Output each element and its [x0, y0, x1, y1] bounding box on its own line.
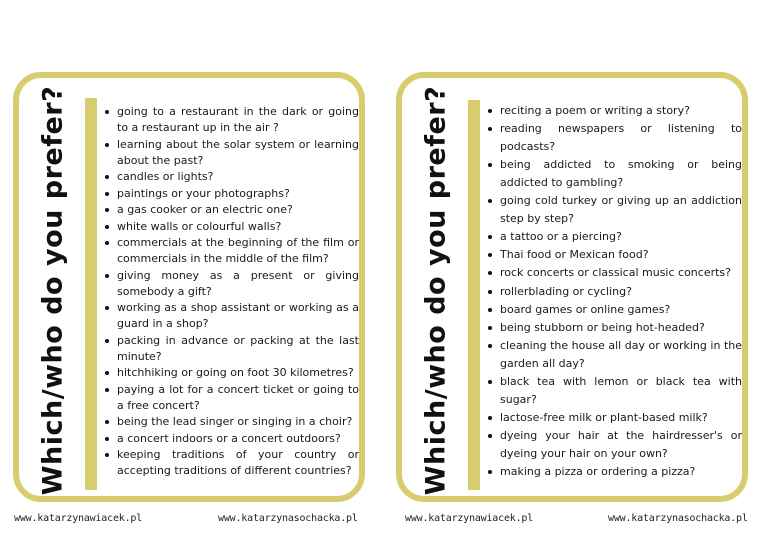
- footer-website: www.katarzynasochacka.pl: [218, 513, 358, 524]
- accent-bar: [468, 100, 480, 490]
- question-list: [486, 102, 742, 481]
- list-item: going cold turkey or giving up an addiction step by step?: [486, 192, 742, 227]
- list-item: going to a restaurant in the dark or going to a restaurant up in the air ?: [103, 104, 359, 136]
- footer-website: www.katarzynawiacek.pl: [405, 513, 534, 524]
- list-item: giving money as a present or giving somebody a gift?: [103, 268, 359, 300]
- card-title-container: [410, 85, 462, 496]
- question-list: [103, 104, 359, 480]
- list-item: reading newspapers or listening to podcasts?: [486, 120, 742, 155]
- card-title: Which/who do you prefer?: [37, 85, 69, 496]
- list-item: being stubborn or being hot-headed?: [486, 319, 742, 337]
- list-item: working as a shop assistant or working as a guard in a shop?: [103, 300, 359, 332]
- accent-bar: [85, 98, 97, 490]
- question-card-right: [396, 72, 748, 502]
- list-item: learning about the solar system or learning about the past?: [103, 137, 359, 169]
- list-item: paying a lot for a concert ticket or going to a free concert?: [103, 382, 359, 414]
- list-item: making a pizza or ordering a pizza?: [486, 463, 742, 481]
- footer-website: www.katarzynawiacek.pl: [14, 513, 143, 524]
- question-card-left: [13, 72, 365, 502]
- list-item: paintings or your photographs?: [103, 186, 359, 202]
- list-item: white walls or colourful walls?: [103, 219, 359, 235]
- list-item: rollerblading or cycling?: [486, 283, 742, 301]
- list-item: dyeing your hair at the hairdresser's or dyeing your hair on your own?: [486, 427, 742, 462]
- list-item: reciting a poem or writing a story?: [486, 102, 742, 120]
- list-item: commercials at the beginning of the film or commercials in the middle of the film?: [103, 235, 359, 267]
- card-title-container: [27, 85, 79, 496]
- list-item: board games or online games?: [486, 301, 742, 319]
- list-item: being the lead singer or singing in a choir?: [103, 414, 359, 430]
- list-item: lactose-free milk or plant-based milk?: [486, 409, 742, 427]
- list-item: cleaning the house all day or working in the garden all day?: [486, 337, 742, 372]
- list-item: candles or lights?: [103, 169, 359, 185]
- list-item: packing in advance or packing at the last minute?: [103, 333, 359, 365]
- list-item: a gas cooker or an electric one?: [103, 202, 359, 218]
- list-item: being addicted to smoking or being addicted to gambling?: [486, 156, 742, 191]
- list-item: hitchhiking or going on foot 30 kilometres?: [103, 365, 359, 381]
- list-item: black tea with lemon or black tea with sugar?: [486, 373, 742, 408]
- list-item: rock concerts or classical music concerts?: [486, 264, 742, 282]
- list-item: a concert indoors or a concert outdoors?: [103, 431, 359, 447]
- list-item: a tattoo or a piercing?: [486, 228, 742, 246]
- list-item: keeping traditions of your country or accepting traditions of different countries?: [103, 447, 359, 479]
- list-item: Thai food or Mexican food?: [486, 246, 742, 264]
- footer-website: www.katarzynasochacka.pl: [608, 513, 748, 524]
- card-title: Which/who do you prefer?: [420, 85, 452, 496]
